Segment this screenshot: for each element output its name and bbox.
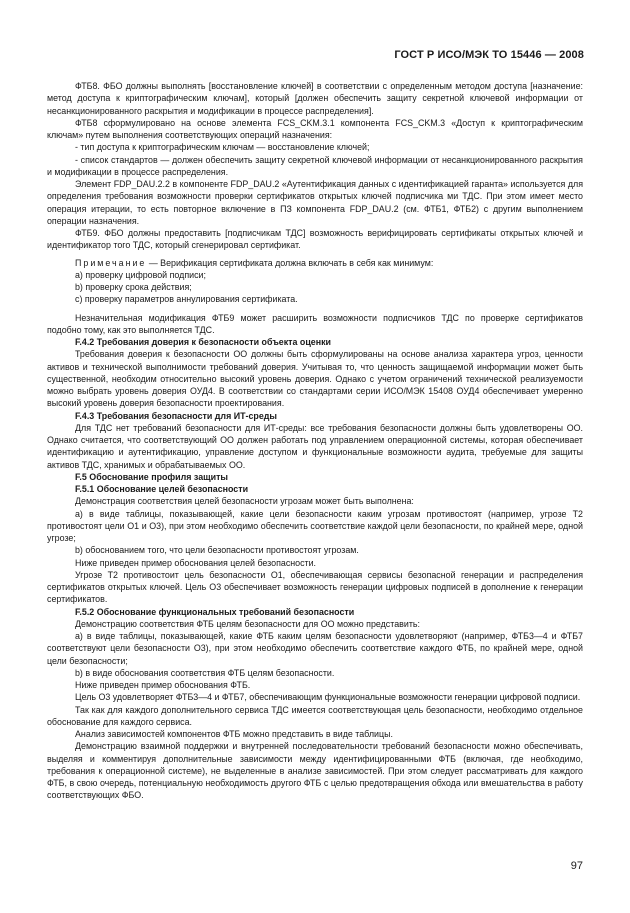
section-heading: F.5.1 Обоснование целей безопасности (75, 484, 249, 494)
list-item: а) в виде таблицы, показывающей, какие цели безопасности каким угрозам противостоят (например, угрозе Т2 противостоят цели О1 и О3), при этом необходимо обеспечить соответствие каждой цели безопасности, по крайней мере, одной угрозе; (47, 508, 583, 543)
paragraph: Ниже приведен пример обоснования целей безопасности. (75, 557, 317, 568)
section-heading: F.4.3 Требования безопасности для ИТ-среды (75, 410, 277, 421)
section-heading: F.5 Обоснование профиля защиты (75, 471, 229, 482)
list-item: а) в виде таблицы, показывающей, какие ФТБ каким целям безопасности удовлетворяют (например, ФТБ3—4 и ФТБ7 соответствуют цели безопасности О3), при этом необходимо обеспечить соответствие каждого ФТБ, по крайней мере, одной цели безопасности; (47, 631, 583, 666)
paragraph: ФТБ8. ФБО должны выполнять [восстановление ключей] в соответствии с определенным методом доступа [назначение: метод доступа к криптографическим ключам], который [должен обеспечить защиту секретной ключевой информации от несанкционированного раскрытия и модификации в процессе распределения]. (47, 81, 583, 116)
paragraph: Демонстрацию взаимной поддержки и внутренней последовательности требований безопасности можно обеспечивать, выделяя и комментируя дополнительные зависимости между идентифицированными ФТБ (включая, где необходимо, требования к операционной системе), не выделенные в анализе зависимостей. При этом следует рассматривать для каждого ФТБ, в свою очередь, потенциальную необходимость другого ФТБ с целью предотвращения обхода или вмешательства в работу соответствующих ФБО. (47, 741, 583, 801)
paragraph: ФТБ8 сформулировано на основе элемента FCS_CKM.3.1 компонента FCS_CKM.3 «Доступ к криптографическим ключам» путем выполнения соответствующих операций назначения: (47, 117, 583, 140)
paragraph: Элемент FDP_DAU.2.2 в компоненте FDP_DAU.2 «Аутентификация данных с идентификацией гаранта» используется для определения требования возможности проверки сертификатов открытых ключей подписчика ми ТДС. При этом имеет место операция итерации, то есть повторное включение в ПЗ компонента FDP_DAU.2 (см. ФТБ1, ФТБ2) с другим выполнением операции назначения. (47, 179, 583, 226)
section-heading: F.5.2 Обоснование функциональных требований безопасности (75, 606, 355, 617)
note-label: Примечание (75, 257, 147, 268)
standard-header: ГОСТ Р ИСО/МЭК ТО 15446 — 2008 (394, 49, 584, 61)
paragraph: Анализ зависимостей компонентов ФТБ можно представить в виде таблицы. (75, 729, 393, 739)
list-item: b) обоснованием того, что цели безопасности противостоят угрозам. (75, 545, 359, 556)
paragraph: Демонстрацию соответствия ФТБ целям безопасности для ОО можно представить: (75, 618, 420, 629)
document-body (47, 80, 583, 802)
note-item: b) проверку срока действия; (75, 282, 192, 292)
list-item: - тип доступа к криптографическим ключам — восстановление ключей; (75, 142, 370, 153)
note-text: — Верификация сертификата должна включать в себя как минимум: (146, 257, 434, 268)
note (47, 257, 583, 269)
paragraph: ФТБ9. ФБО должны предоставить [подписчикам ТДС] возможность верифицировать сертификаты открытых ключей и идентификатор того ТДС, который сгенерировал сертификат. (47, 228, 583, 251)
paragraph: Требования доверия к безопасности ОО должны быть сформулированы на основе анализа характера угроз, ценности активов и технической выполнимости требований доверия. Учитывая то, что ценность защищаемой информации может быть существенной, необходим относительно высокий уровень доверия. Однако с учетом ограничений технической реализуемости можно выбрать уровень доверия ОУД4. В соответствии со стандартами серии ИСО/МЭК 15408 ОУД4 обеспечивает умеренно высокий уровень доверия безопасности проектирования. (47, 349, 583, 409)
list-item: b) в виде обоснования соответствия ФТБ целям безопасности. (75, 667, 335, 678)
paragraph: Демонстрация соответствия целей безопасности угрозам может быть выполнена: (75, 496, 414, 507)
paragraph: Незначительная модификация ФТБ9 может расширить возможности подписчиков ТДС по проверке сертификатов подобно тому, как это выполняется ТДС. (47, 312, 583, 335)
paragraph: Для ТДС нет требований безопасности для ИТ-среды: все требования безопасности должны быть удовлетворены ОО. Однако считается, что соответствующий ОО должен работать под управлением операционной системы, которая обеспечивает идентификацию и аутентификацию, управление доступом и функциональные возможности аудита, требуемые для защиты активов ТДС, хранимых и обрабатываемых ОО. (47, 422, 583, 470)
note-item: а) проверку цифровой подписи; (75, 269, 206, 280)
list-item: - список стандартов — должен обеспечить защиту секретной ключевой информации от несанкционированного раскрытия и модификации в процессе распределения. (47, 154, 583, 177)
paragraph: Так как для каждого дополнительного сервиса ТДС имеется соответствующая цель безопасности, необходимо отдельное обоснование для каждого сервиса. (47, 704, 583, 727)
page-number: 97 (570, 860, 583, 872)
note-item: c) проверку параметров аннулирования сертификата. (75, 294, 298, 305)
paragraph: Угрозе Т2 противостоит цель безопасности О1, обеспечивающая сервисы безопасной генерации и распределения сертификатов открытых ключей. Цель О3 обеспечивает возможность генерации цифровых подписей в дополнение к генерации сертификатов. (47, 569, 583, 605)
paragraph: Ниже приведен пример обоснования ФТБ. (75, 680, 251, 690)
section-heading: F.4.2 Требования доверия к безопасности объекта оценки (75, 337, 332, 347)
paragraph: Цель О3 удовлетворяет ФТБ3—4 и ФТБ7, обеспечивающим функциональные возможности генерации цифровой подписи. (75, 692, 581, 703)
